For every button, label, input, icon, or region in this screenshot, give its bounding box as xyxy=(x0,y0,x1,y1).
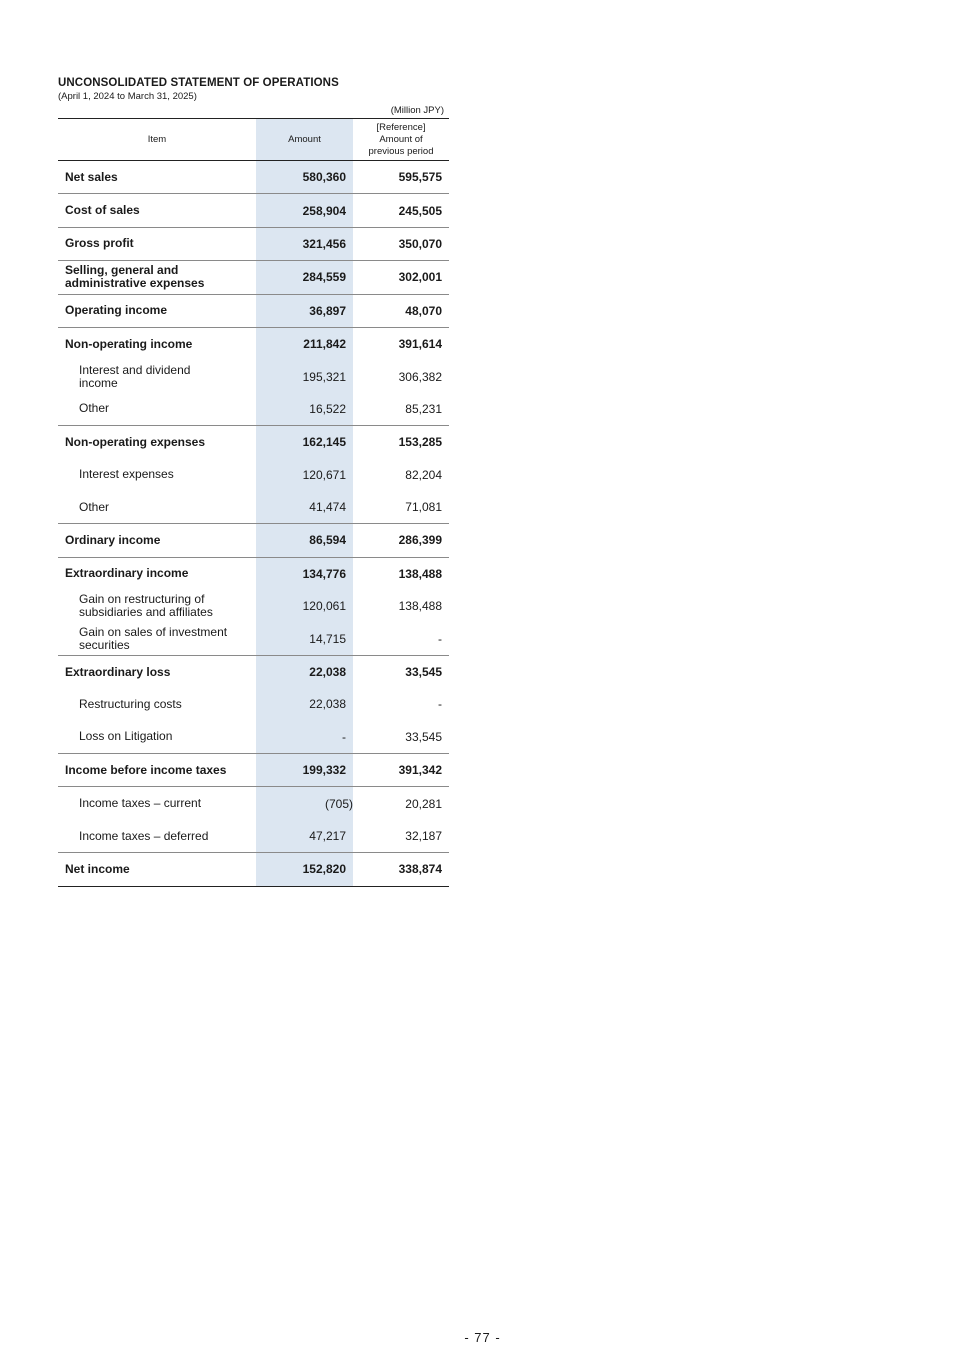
operations-table xyxy=(58,118,449,887)
row-amount: 22,038 xyxy=(256,688,353,720)
row-amount: 199,332 xyxy=(256,754,353,787)
row-previous: 338,874 xyxy=(353,853,449,886)
row-item-line2: subsidiaries and affiliates xyxy=(79,605,213,620)
row-item-line1: Interest and dividend xyxy=(79,362,191,377)
row-item: Net sales xyxy=(65,169,118,184)
row-item: Gross profit xyxy=(58,227,256,260)
table-row xyxy=(58,820,449,853)
table-row xyxy=(58,360,449,392)
row-amount: 580,360 xyxy=(256,161,353,194)
table-row xyxy=(58,853,449,886)
page-number: - 77 - xyxy=(464,1330,501,1345)
row-item: Interest expenses xyxy=(79,467,174,482)
row-item-line1: Selling, general and xyxy=(65,263,179,278)
row-previous: 153,285 xyxy=(353,426,449,459)
row-previous: 391,614 xyxy=(353,327,449,360)
row-item: Extraordinary loss xyxy=(58,655,256,688)
row-amount: 258,904 xyxy=(256,194,353,227)
row-amount: 86,594 xyxy=(256,524,353,557)
row-item: Other xyxy=(79,401,110,416)
row-item: Restructuring costs xyxy=(79,696,182,711)
table-row xyxy=(58,754,449,787)
table-row xyxy=(58,557,449,590)
header-previous-line1: [Reference] xyxy=(376,121,426,133)
row-item: Non-operating expenses xyxy=(58,426,256,459)
row-previous: 595,575 xyxy=(398,170,442,185)
table-row xyxy=(58,524,449,557)
table-row xyxy=(58,261,449,294)
statement-document xyxy=(58,76,449,887)
table-row xyxy=(58,459,449,491)
table-row xyxy=(58,426,449,459)
header-previous-line3: previous period xyxy=(368,145,434,157)
row-previous: 245,505 xyxy=(353,194,449,227)
header-previous-line2: Amount of xyxy=(379,133,423,145)
row-previous: 20,281 xyxy=(353,787,449,820)
row-amount: 36,897 xyxy=(256,294,353,327)
table-row xyxy=(58,194,449,227)
table-row xyxy=(58,787,449,820)
row-item-line2: securities xyxy=(79,637,130,652)
row-item: Extraordinary income xyxy=(58,557,256,590)
row-item xyxy=(58,590,256,622)
row-item: Cost of sales xyxy=(58,194,256,227)
row-previous: 85,231 xyxy=(405,401,442,416)
table-header-row xyxy=(58,119,449,161)
row-item-line2: income xyxy=(79,375,118,390)
row-item xyxy=(58,622,256,655)
row-item: Income taxes – deferred xyxy=(79,828,209,843)
row-item xyxy=(58,261,256,294)
table-row xyxy=(58,590,449,622)
row-previous: 33,545 xyxy=(353,655,449,688)
row-previous: 33,545 xyxy=(405,729,442,744)
table-row xyxy=(58,491,449,524)
row-item: Loss on Litigation xyxy=(79,729,173,744)
row-item-line1: Gain on sales of investment xyxy=(79,624,228,639)
table-row xyxy=(58,294,449,327)
row-previous: 306,382 xyxy=(398,369,442,384)
row-amount: 16,522 xyxy=(256,393,353,426)
row-previous: 71,081 xyxy=(405,500,442,515)
table-row xyxy=(58,622,449,655)
row-item: Income before income taxes xyxy=(58,754,256,787)
row-amount: 162,145 xyxy=(256,426,353,459)
row-item-line1: Gain on restructuring of xyxy=(79,592,205,607)
statement-title: UNCONSOLIDATED STATEMENT OF OPERATIONS xyxy=(58,77,339,89)
row-previous: 138,488 xyxy=(398,599,442,614)
row-amount: 134,776 xyxy=(256,557,353,590)
row-item: Ordinary income xyxy=(58,524,256,557)
table-row xyxy=(58,227,449,260)
row-amount: 284,559 xyxy=(256,261,353,294)
row-previous: 350,070 xyxy=(353,227,449,260)
row-previous: 391,342 xyxy=(353,754,449,787)
row-item-line2: administrative expenses xyxy=(65,276,205,291)
row-amount: 195,321 xyxy=(256,360,353,392)
statement-period: (April 1, 2024 to March 31, 2025) xyxy=(58,91,197,102)
row-amount: 14,715 xyxy=(256,622,353,655)
row-item: Net income xyxy=(58,853,256,886)
header-amount: Amount xyxy=(256,119,353,161)
row-item: Other xyxy=(79,499,110,514)
row-item: Income taxes – current xyxy=(58,787,256,820)
row-amount: - xyxy=(256,721,353,754)
table-row xyxy=(58,688,449,720)
row-amount: 47,217 xyxy=(256,820,353,853)
row-amount: 41,474 xyxy=(256,491,353,524)
table-row xyxy=(58,655,449,688)
row-item: Non-operating income xyxy=(58,327,256,360)
row-previous: - xyxy=(438,631,442,646)
table-row xyxy=(58,327,449,360)
header-item: Item xyxy=(58,119,256,161)
row-previous: 286,399 xyxy=(353,524,449,557)
row-amount: 152,820 xyxy=(256,853,353,886)
row-previous: 138,488 xyxy=(353,557,449,590)
unit-label: (Million JPY) xyxy=(390,105,444,116)
row-amount: 120,061 xyxy=(256,590,353,622)
row-amount: 22,038 xyxy=(256,655,353,688)
table-row xyxy=(58,721,449,754)
row-amount: 211,842 xyxy=(256,327,353,360)
row-item xyxy=(58,360,256,392)
row-previous: 82,204 xyxy=(405,467,442,482)
table-row xyxy=(58,393,449,426)
header-previous-period xyxy=(353,119,449,161)
row-previous: 48,070 xyxy=(353,294,449,327)
row-amount: (705) xyxy=(256,787,353,820)
row-amount: 321,456 xyxy=(256,227,353,260)
row-previous: 32,187 xyxy=(405,829,442,843)
row-item: Operating income xyxy=(58,294,256,327)
table-row xyxy=(58,161,449,194)
row-amount: 120,671 xyxy=(256,459,353,491)
row-previous: - xyxy=(438,697,442,712)
row-previous: 302,001 xyxy=(353,261,449,294)
